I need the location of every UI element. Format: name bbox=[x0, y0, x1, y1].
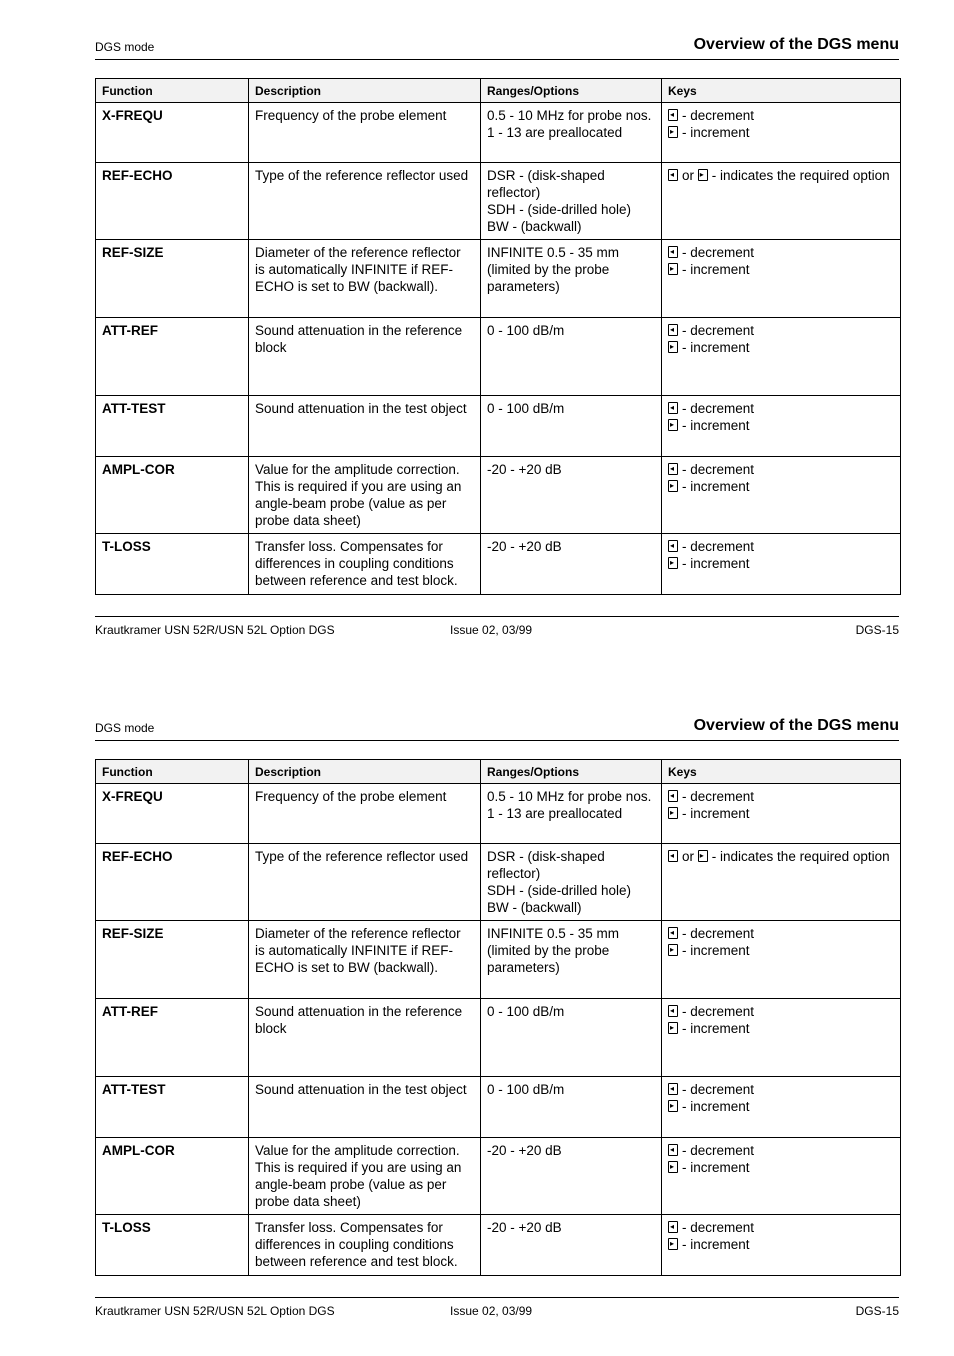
decrement-line bbox=[668, 538, 894, 555]
left-arrow-key-icon: ◂ bbox=[668, 1221, 678, 1233]
range-line: -20 - +20 dB bbox=[487, 1143, 562, 1158]
keys-cell bbox=[662, 396, 901, 457]
decrement-line bbox=[668, 107, 894, 124]
description-cell: Transfer loss. Compensates for differences in coupling conditions between reference and test block. bbox=[249, 1215, 481, 1276]
decrement-line bbox=[668, 244, 894, 261]
function-cell: X-FREQU bbox=[96, 103, 249, 163]
decrement-label: - decrement bbox=[682, 401, 755, 416]
decrement-label: - decrement bbox=[682, 108, 755, 123]
description-cell: Value for the amplitude correction. This is required if you are using an angle-beam probe (value as per probe data sheet) bbox=[249, 1138, 481, 1215]
increment-line bbox=[668, 261, 894, 278]
right-arrow-key-icon: ▸ bbox=[668, 1100, 678, 1112]
description-cell: Sound attenuation in the test object bbox=[249, 1077, 481, 1138]
increment-line bbox=[668, 805, 894, 822]
increment-label: - increment bbox=[682, 1160, 750, 1175]
right-arrow-key-icon: ▸ bbox=[668, 1238, 678, 1250]
or-label: or bbox=[682, 168, 695, 183]
function-cell: REF-SIZE bbox=[96, 240, 249, 318]
page-title: Overview of the DGS menu bbox=[693, 717, 899, 734]
description-cell: Frequency of the probe element bbox=[249, 784, 481, 844]
header-section: DGS mode bbox=[95, 40, 155, 54]
description-cell: Sound attenuation in the reference block bbox=[249, 999, 481, 1077]
decrement-label: - decrement bbox=[682, 462, 755, 477]
document-page-2 bbox=[0, 681, 954, 1356]
description-cell: Type of the reference reflector used bbox=[249, 844, 481, 921]
increment-line bbox=[668, 1236, 894, 1253]
table-header-row bbox=[96, 760, 901, 784]
footer-page-number: DGS-15 bbox=[855, 623, 899, 637]
table-header-row bbox=[96, 79, 901, 103]
description-cell: Frequency of the probe element bbox=[249, 103, 481, 163]
right-arrow-key-icon: ▸ bbox=[668, 807, 678, 819]
keys-cell bbox=[662, 457, 901, 534]
table-row bbox=[96, 1138, 901, 1215]
range-line: -20 - +20 dB bbox=[487, 539, 562, 554]
function-cell: ATT-TEST bbox=[96, 396, 249, 457]
left-arrow-key-icon: ◂ bbox=[668, 402, 678, 414]
increment-line bbox=[668, 942, 894, 959]
left-arrow-key-icon: ◂ bbox=[668, 790, 678, 802]
footer-issue: Issue 02, 03/99 bbox=[450, 1304, 533, 1318]
left-arrow-key-icon: ◂ bbox=[668, 927, 678, 939]
decrement-label: - decrement bbox=[682, 926, 755, 941]
right-arrow-key-icon: ▸ bbox=[668, 1161, 678, 1173]
right-arrow-key-icon: ▸ bbox=[668, 557, 678, 569]
range-line: BW - (backwall) bbox=[487, 219, 582, 234]
ranges-cell bbox=[481, 844, 662, 921]
column-header: Ranges/Options bbox=[481, 760, 662, 784]
ranges-cell bbox=[481, 163, 662, 240]
decrement-label: - decrement bbox=[682, 1220, 755, 1235]
table-row bbox=[96, 1077, 901, 1138]
table-row bbox=[96, 396, 901, 457]
function-cell: AMPL-COR bbox=[96, 1138, 249, 1215]
keys-cell bbox=[662, 534, 901, 595]
keys-cell bbox=[662, 103, 901, 163]
ranges-cell bbox=[481, 103, 662, 163]
range-line: INFINITE 0.5 - 35 mm (limited by the probe parameters) bbox=[487, 926, 620, 975]
header-section: DGS mode bbox=[95, 721, 155, 735]
right-arrow-key-icon: ▸ bbox=[668, 944, 678, 956]
range-line: 0 - 100 dB/m bbox=[487, 323, 565, 338]
range-line: -20 - +20 dB bbox=[487, 1220, 562, 1235]
ranges-cell bbox=[481, 457, 662, 534]
keys-cell bbox=[662, 1215, 901, 1276]
description-cell: Diameter of the reference reflector is automatically INFINITE if REF-ECHO is set to BW (backwall). bbox=[249, 921, 481, 999]
keys-cell bbox=[662, 240, 901, 318]
function-cell: ATT-REF bbox=[96, 318, 249, 396]
column-header: Ranges/Options bbox=[481, 79, 662, 103]
right-arrow-key-icon: ▸ bbox=[668, 419, 678, 431]
left-arrow-key-icon: ◂ bbox=[668, 246, 678, 258]
left-arrow-key-icon: ◂ bbox=[668, 1005, 678, 1017]
table-row bbox=[96, 457, 901, 534]
description-cell: Type of the reference reflector used bbox=[249, 163, 481, 240]
table-row bbox=[96, 784, 901, 844]
dgs-menu-table bbox=[95, 759, 901, 1276]
increment-line bbox=[668, 339, 894, 356]
ranges-cell bbox=[481, 1138, 662, 1215]
decrement-line bbox=[668, 1003, 894, 1020]
decrement-line bbox=[668, 400, 894, 417]
increment-label: - increment bbox=[682, 125, 750, 140]
keys-cell bbox=[662, 921, 901, 999]
table-row bbox=[96, 163, 901, 240]
decrement-label: - decrement bbox=[682, 539, 755, 554]
description-cell: Value for the amplitude correction. This is required if you are using an angle-beam probe (value as per probe data sheet) bbox=[249, 457, 481, 534]
left-arrow-key-icon: ◂ bbox=[668, 324, 678, 336]
increment-label: - increment bbox=[682, 418, 750, 433]
increment-line bbox=[668, 417, 894, 434]
range-line: 0.5 - 10 MHz for probe nos. 1 - 13 are preallocated bbox=[487, 789, 652, 821]
column-header: Function bbox=[96, 79, 249, 103]
table-row bbox=[96, 534, 901, 595]
description-cell: Transfer loss. Compensates for differences in coupling conditions between reference and test block. bbox=[249, 534, 481, 595]
increment-label: - increment bbox=[682, 943, 750, 958]
increment-label: - increment bbox=[682, 1099, 750, 1114]
right-arrow-key-icon: ▸ bbox=[698, 169, 708, 181]
increment-label: - increment bbox=[682, 479, 750, 494]
range-line: INFINITE 0.5 - 35 mm (limited by the probe parameters) bbox=[487, 245, 620, 294]
table-row bbox=[96, 318, 901, 396]
decrement-label: - decrement bbox=[682, 323, 755, 338]
range-line: 0 - 100 dB/m bbox=[487, 1082, 565, 1097]
increment-label: - increment bbox=[682, 1021, 750, 1036]
footer-issue: Issue 02, 03/99 bbox=[450, 623, 533, 637]
left-arrow-key-icon: ◂ bbox=[668, 1083, 678, 1095]
function-cell: X-FREQU bbox=[96, 784, 249, 844]
page-title: Overview of the DGS menu bbox=[693, 36, 899, 53]
right-arrow-key-icon: ▸ bbox=[668, 1022, 678, 1034]
function-cell: REF-SIZE bbox=[96, 921, 249, 999]
increment-label: - increment bbox=[682, 1237, 750, 1252]
keys-cell bbox=[662, 999, 901, 1077]
increment-line bbox=[668, 1098, 894, 1115]
increment-label: - increment bbox=[682, 262, 750, 277]
keys-cell bbox=[662, 1077, 901, 1138]
column-header: Keys bbox=[662, 79, 901, 103]
function-cell: ATT-REF bbox=[96, 999, 249, 1077]
right-arrow-key-icon: ▸ bbox=[668, 126, 678, 138]
increment-line bbox=[668, 124, 894, 141]
range-line: DSR - (disk-shaped reflector) bbox=[487, 168, 605, 200]
ranges-cell bbox=[481, 318, 662, 396]
function-cell: REF-ECHO bbox=[96, 163, 249, 240]
range-line: SDH - (side-drilled hole) bbox=[487, 883, 632, 898]
column-header: Description bbox=[249, 760, 481, 784]
keys-cell bbox=[662, 844, 901, 921]
footer-divider bbox=[95, 616, 899, 617]
function-cell: T-LOSS bbox=[96, 1215, 249, 1276]
range-line: -20 - +20 dB bbox=[487, 462, 562, 477]
increment-line bbox=[668, 1020, 894, 1037]
increment-line bbox=[668, 555, 894, 572]
table-row bbox=[96, 999, 901, 1077]
option-keys-line bbox=[668, 168, 890, 183]
decrement-line bbox=[668, 925, 894, 942]
increment-line bbox=[668, 1159, 894, 1176]
document-page-1 bbox=[0, 0, 954, 675]
decrement-label: - decrement bbox=[682, 245, 755, 260]
range-line: 0.5 - 10 MHz for probe nos. 1 - 13 are preallocated bbox=[487, 108, 652, 140]
column-header: Description bbox=[249, 79, 481, 103]
ranges-cell bbox=[481, 396, 662, 457]
ranges-cell bbox=[481, 1077, 662, 1138]
decrement-line bbox=[668, 1081, 894, 1098]
decrement-line bbox=[668, 1219, 894, 1236]
column-header: Function bbox=[96, 760, 249, 784]
right-arrow-key-icon: ▸ bbox=[698, 850, 708, 862]
right-arrow-key-icon: ▸ bbox=[668, 263, 678, 275]
ranges-cell bbox=[481, 240, 662, 318]
footer-product: Krautkramer USN 52R/USN 52L Option DGS bbox=[95, 1304, 335, 1318]
range-line: BW - (backwall) bbox=[487, 900, 582, 915]
description-cell: Diameter of the reference reflector is automatically INFINITE if REF-ECHO is set to BW (backwall). bbox=[249, 240, 481, 318]
range-line: 0 - 100 dB/m bbox=[487, 1004, 565, 1019]
function-cell: ATT-TEST bbox=[96, 1077, 249, 1138]
range-line: 0 - 100 dB/m bbox=[487, 401, 565, 416]
table-row bbox=[96, 844, 901, 921]
ranges-cell bbox=[481, 784, 662, 844]
right-arrow-key-icon: ▸ bbox=[668, 480, 678, 492]
increment-line bbox=[668, 478, 894, 495]
left-arrow-key-icon: ◂ bbox=[668, 109, 678, 121]
decrement-label: - decrement bbox=[682, 1143, 755, 1158]
increment-label: - increment bbox=[682, 806, 750, 821]
option-label: - indicates the required option bbox=[711, 168, 890, 183]
function-cell: T-LOSS bbox=[96, 534, 249, 595]
ranges-cell bbox=[481, 921, 662, 999]
decrement-label: - decrement bbox=[682, 1004, 755, 1019]
decrement-line bbox=[668, 461, 894, 478]
column-header: Keys bbox=[662, 760, 901, 784]
footer-divider bbox=[95, 1297, 899, 1298]
description-cell: Sound attenuation in the reference block bbox=[249, 318, 481, 396]
decrement-label: - decrement bbox=[682, 789, 755, 804]
left-arrow-key-icon: ◂ bbox=[668, 463, 678, 475]
dgs-menu-table bbox=[95, 78, 901, 595]
keys-cell bbox=[662, 1138, 901, 1215]
table-row bbox=[96, 1215, 901, 1276]
left-arrow-key-icon: ◂ bbox=[668, 850, 678, 862]
footer-product: Krautkramer USN 52R/USN 52L Option DGS bbox=[95, 623, 335, 637]
table-row bbox=[96, 103, 901, 163]
increment-label: - increment bbox=[682, 556, 750, 571]
keys-cell bbox=[662, 318, 901, 396]
right-arrow-key-icon: ▸ bbox=[668, 341, 678, 353]
keys-cell bbox=[662, 784, 901, 844]
ranges-cell bbox=[481, 534, 662, 595]
table-row bbox=[96, 921, 901, 999]
ranges-cell bbox=[481, 999, 662, 1077]
left-arrow-key-icon: ◂ bbox=[668, 169, 678, 181]
range-line: SDH - (side-drilled hole) bbox=[487, 202, 632, 217]
description-cell: Sound attenuation in the test object bbox=[249, 396, 481, 457]
function-cell: REF-ECHO bbox=[96, 844, 249, 921]
option-label: - indicates the required option bbox=[711, 849, 890, 864]
range-line: DSR - (disk-shaped reflector) bbox=[487, 849, 605, 881]
decrement-line bbox=[668, 788, 894, 805]
function-cell: AMPL-COR bbox=[96, 457, 249, 534]
left-arrow-key-icon: ◂ bbox=[668, 1144, 678, 1156]
decrement-line bbox=[668, 1142, 894, 1159]
increment-label: - increment bbox=[682, 340, 750, 355]
table-row bbox=[96, 240, 901, 318]
ranges-cell bbox=[481, 1215, 662, 1276]
header-divider bbox=[95, 740, 899, 741]
header-divider bbox=[95, 59, 899, 60]
left-arrow-key-icon: ◂ bbox=[668, 540, 678, 552]
decrement-line bbox=[668, 322, 894, 339]
option-keys-line bbox=[668, 849, 890, 864]
decrement-label: - decrement bbox=[682, 1082, 755, 1097]
or-label: or bbox=[682, 849, 695, 864]
keys-cell bbox=[662, 163, 901, 240]
footer-page-number: DGS-15 bbox=[855, 1304, 899, 1318]
